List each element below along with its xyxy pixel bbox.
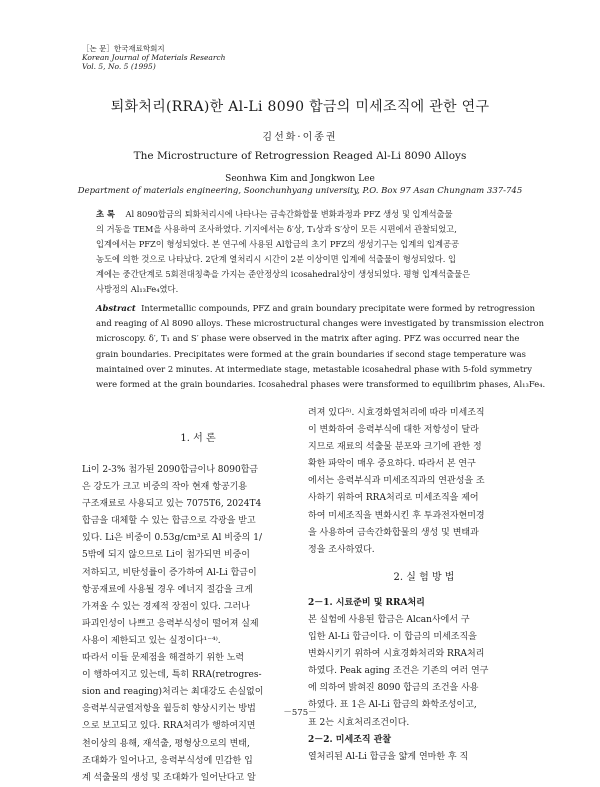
body-line: 으로 보고되고 있다. RRA처리가 행하여지면 xyxy=(82,721,256,732)
english-authors: Seonhwa Kim and Jongkwon Lee xyxy=(225,174,375,184)
body-line: 사용이 제한되고 있는 실정이다¹⁻⁴⁾. xyxy=(82,635,221,646)
body-line: 이 행하여지고 있는데, 특히 RRA(retrogres- xyxy=(82,670,262,681)
journal-header xyxy=(82,44,225,71)
korean-abstract-label: 초 록 xyxy=(96,209,115,219)
body-line: 저하되고, 비탄성률이 증가하여 Al-Li 합금이 xyxy=(82,567,257,578)
body-line: 있다. Li은 비중이 0.53g/cm³로 Al 비중의 1/ xyxy=(82,533,262,544)
korean-title: 퇴화처리(RRA)한 Al-Li 8090 합금의 미세조직에 관한 연구 xyxy=(110,99,490,115)
body-line: 파괴인성이 나쁘고 응력부식성이 떨어져 실제 xyxy=(82,618,259,629)
body-line: 표 2는 시효처리조건이다. xyxy=(308,717,410,728)
body-line: 려져 있다⁵⁾. 시효경화열처리에 따라 미세조직 xyxy=(308,408,485,418)
korean-authors: 김선화·이종권 xyxy=(262,132,338,143)
body-line: 을 사용하여 금속간화합물의 생성 및 변태과 xyxy=(308,527,479,538)
body-line: 은 강도가 크고 비중의 작아 현재 항공기용 xyxy=(82,482,247,493)
body-line: 항공재료에 사용될 경우 에너지 절감을 크게 xyxy=(82,584,253,595)
body-line: 가져올 수 있는 경제적 장점이 있다. 그러나 xyxy=(82,601,250,612)
body-line: 열처리된 Al-Li 합금을 얇게 연마한 후 직 xyxy=(308,751,469,762)
korean-abstract-line: 계에는 중간단계로 5회전대칭축을 가지는 준안정상의 icosahedral상이 생성되었다. 평형 입계석출물은 xyxy=(96,269,471,279)
body-line: 따라서 이들 문제점을 해결하기 위한 노력 xyxy=(82,653,245,664)
korean-abstract xyxy=(96,207,536,297)
body-line: 합금을 대체할 수 있는 합금으로 각광을 받고 xyxy=(82,516,256,527)
page-number: －575－ xyxy=(283,708,317,718)
korean-abstract-line: 입계에서는 PFZ이 형성되었다. 본 연구에 사용된 Al합금의 초기 PFZ의 생성기구는 입계의 입계공공 xyxy=(96,239,460,249)
subsection-heading-microstructure: 2－2. 미세조직 관찰 xyxy=(308,734,392,745)
body-line: 계 석출물의 생성 및 조대화가 일어난다고 알 xyxy=(82,772,256,783)
body-line: 정을 조사하였다. xyxy=(308,544,375,555)
body-line: 하여 미세조직을 변화시킨 후 투과전자현미경 xyxy=(308,510,485,521)
body-line: Li이 2-3% 첨가된 2090합금이나 8090합금 xyxy=(82,465,259,475)
body-line: 입한 Al-Li 합금이다. 이 합금의 미세조직을 xyxy=(308,632,477,643)
journal-name-korean: ［논 문］한국재료학회지 xyxy=(82,44,165,53)
section-heading-introduction: 1. 서 론 xyxy=(180,433,216,444)
body-line: 사하기 위하여 RRA처리로 미세조직을 제어 xyxy=(308,493,479,504)
body-line: 에서는 응력부식과 미세조직과의 연관성을 조 xyxy=(308,476,485,487)
body-line: 조대화가 일어나고, 응력부식성에 민감한 입 xyxy=(82,755,253,766)
korean-abstract-line xyxy=(96,207,536,222)
english-abstract-line: were formed at the grain boundaries. Icosahedral phases were transformed to equilibrim phases, Al₁₃Fe₄. xyxy=(96,379,546,390)
english-abstract-label: Abstract xyxy=(96,303,136,313)
body-line: 하였다. 표 1은 Al-Li 합금의 화학조성이고, xyxy=(308,700,477,711)
body-line: 구조재료로 사용되고 있는 7075T6, 2024T4 xyxy=(82,499,262,510)
english-title: The Microstructure of Retrogression Reaged Al-Li 8090 Alloys xyxy=(133,150,467,162)
english-abstract-line: grain boundaries. Precipitates were formed at the grain boundaries if second stage temperature was xyxy=(96,348,526,359)
section-heading-methods: 2. 실 험 방 법 xyxy=(393,571,455,583)
korean-abstract-line: 의 거동을 TEM을 사용하여 조사하였다. 기지에서는 δ′상, T₁상과 S′상이 모든 시편에서 관찰되었고, xyxy=(96,224,457,234)
affiliation: Department of materials engineering, Soonchunhyang university, P.O. Box 97 Asan Chungnam 337-745 xyxy=(77,186,523,196)
korean-abstract-line: 사방정의 Al₁₃Fe₄였다. xyxy=(96,284,179,294)
journal-name-english: Korean Journal of Materials Research xyxy=(82,53,226,62)
body-line: 지므로 재료의 석출물 분포와 크기에 관한 정 xyxy=(308,442,482,453)
english-abstract-text: Intermetallic compounds, PFZ and grain boundary precipitate were formed by retrogression xyxy=(141,303,536,313)
korean-abstract-line: 농도에 의한 것으로 나타났다. 2단계 열처리시 시간이 2분 이상이면 입계에 석출물이 형성되었다. 입 xyxy=(96,254,457,264)
korean-abstract-text: Al 8090합금의 퇴화처리시에 나타나는 금속간화합물 변화과정과 PFZ 생성 및 입계석출물 xyxy=(125,209,453,219)
subsection-heading-sample-prep: 2－1. 시료준비 및 RRA처리 xyxy=(308,597,425,608)
body-line: 이 변화하여 응력부식에 대한 저항성이 달라 xyxy=(308,425,479,436)
body-line: 본 실험에 사용된 합금은 Alcan사에서 구 xyxy=(308,614,470,625)
left-column xyxy=(82,405,314,787)
english-abstract-line: microscopy. δ′, T₁ and S′ phase were observed in the matrix after aging. PFZ was occurred near the xyxy=(96,333,520,344)
body-line: 변화시키기 위하여 시효경화처리와 RRA처리 xyxy=(308,649,485,660)
english-abstract-line: maintained over 2 minutes. At intermediate stage, metastable icosahedral phase with 5-fold symmetry xyxy=(96,363,532,374)
body-line: sion and reaging)처리는 최대강도 손실없이 xyxy=(82,687,264,698)
body-line: 에 의하여 밝혀진 8090 합금의 조건을 사용 xyxy=(308,683,479,694)
english-abstract xyxy=(96,301,546,392)
english-abstract-line xyxy=(96,301,536,316)
body-line: 5밖에 되지 않으므로 Li이 첨가되면 비중이 xyxy=(82,550,250,561)
body-line: 응력부식균열저항을 월등히 향상시키는 방법 xyxy=(82,704,256,715)
body-line: 하였다. Peak aging 조건은 기존의 여러 연구 xyxy=(308,666,489,677)
english-abstract-line: and reaging of Al 8090 alloys. These microstructural changes were investigated by transmission electron xyxy=(96,318,544,329)
body-line: 천이상의 용해, 재석출, 평형상으로의 변태, xyxy=(82,738,250,749)
body-line: 확한 파악이 매우 중요하다. 따라서 본 연구 xyxy=(308,459,476,470)
journal-volume: Vol. 5, No. 5 (1995) xyxy=(82,62,156,71)
